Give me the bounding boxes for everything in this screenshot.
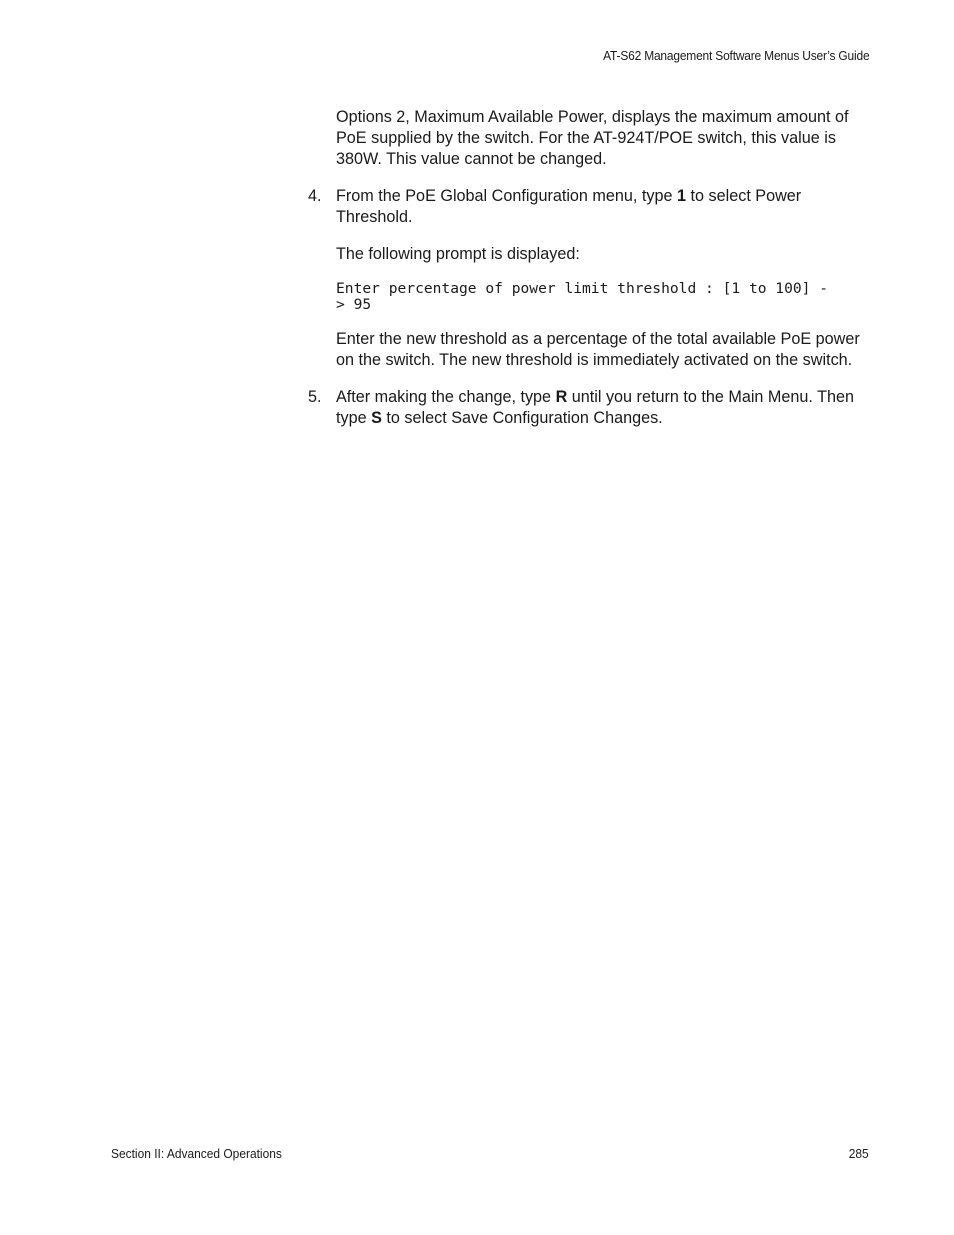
prompt-intro: The following prompt is displayed:	[336, 245, 580, 263]
step-5-text-middle: until you return to the Main Menu. Then type	[336, 388, 855, 427]
step-4-number: 4.	[308, 187, 322, 205]
step-4-text	[336, 186, 873, 228]
page-number: 285	[849, 1146, 869, 1161]
threshold-description: Enter the new threshold as a percentage of the total available PoE power on the switch. The new threshold is immediately activated on the switch.	[336, 330, 860, 369]
step-5-number: 5.	[308, 388, 322, 406]
step-5	[308, 387, 873, 429]
code-line-2: > 95	[336, 296, 372, 313]
code-line-1: Enter percentage of power limit threshold : [1 to 100] -	[336, 280, 829, 297]
step-4-text-before: From the PoE Global Configuration menu, type	[336, 187, 678, 205]
step-5-key-r: R	[555, 388, 568, 406]
step-5-text-before: After making the change, type	[336, 388, 556, 406]
page-content	[308, 107, 873, 445]
step-4-text-after: to select Power Threshold.	[336, 187, 802, 226]
step-5-text	[336, 387, 873, 429]
step-5-key-s: S	[371, 409, 382, 427]
running-header: AT-S62 Management Software Menus User’s Guide	[602, 48, 869, 63]
intro-paragraph: Options 2, Maximum Available Power, displays the maximum amount of PoE supplied by the switch. For the AT-924T/POE switch, this value is 380W. This value cannot be changed.	[336, 108, 849, 168]
step-5-text-after: to select Save Configuration Changes.	[381, 409, 663, 427]
command-prompt-code	[336, 281, 873, 313]
footer-section: Section II: Advanced Operations	[111, 1146, 282, 1161]
step-4	[308, 186, 873, 228]
step-4-key: 1	[677, 187, 687, 205]
